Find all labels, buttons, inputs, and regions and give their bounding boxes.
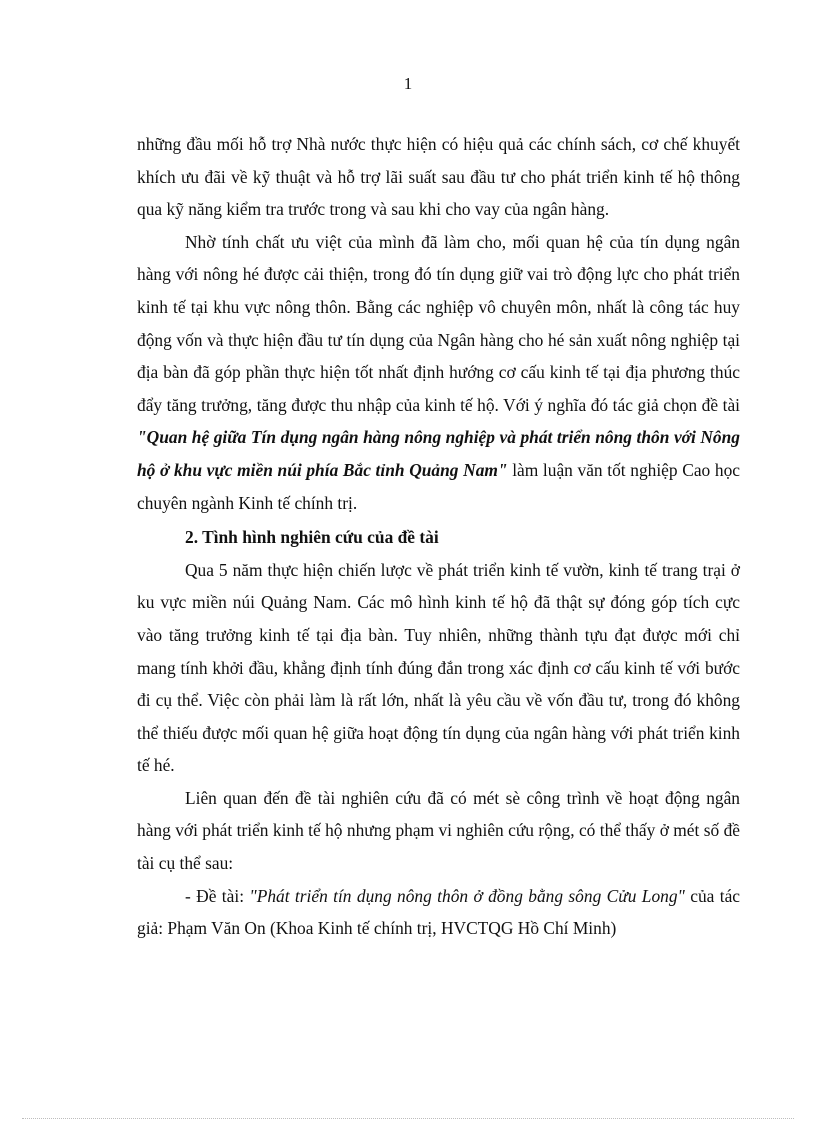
paragraph-text: Nhờ tính chất ưu việt của mình đã làm cho, mối quan hệ của tín dụng ngân hàng với nông hé được cải thiện, trong đó tín dụng giữ vai trò động lực cho phát triển kinh tế tại khu vực nông thôn. Bằng các nghiệp vô chuyên môn, nhất là công tác huy động vốn và thực hiện đầu tư tín dụng của Ngân hàng cho hé sản xuất nông nghiệp tại địa bàn đã góp phần thực hiện tốt nhất định hướng cơ cấu kinh tế tại địa phương thúc đẩy tăng trưởng, tăng được thu nhập của kinh tế hộ. Với ý nghĩa đó tác giả chọn đề tài [137,231,740,415]
reference-title: "Phát triển tín dụng nông thôn ở đồng bằng sông Cửu Long" [249,885,685,906]
reference-prefix: - Đề tài: [185,885,250,906]
paragraph-related-works: Liên quan đến đề tài nghiên cứu đã có mét sè công trình về hoạt động ngân hàng với phát triển kinh tế hộ nhưng phạm vi nghiên cứu rộng, có thể thấy ở mét số đề tài cụ thể sau: [137,787,740,874]
document-body [137,128,740,945]
paragraph-tail: làm luận văn tốt nghiệp Cao học chuyên ngành Kinh tế chính trị. [137,459,741,513]
paragraph-research-status: Qua 5 năm thực hiện chiến lược về phát triển kinh tế vườn, kinh tế trang trại ở ku vực miền núi Quảng Nam. Các mô hình kinh tế hộ đã thật sự đóng góp tích cực vào tăng trưởng kinh tế tại địa bàn. Tuy nhiên, những thành tựu đạt được mới chỉ mang tính khởi đầu, khẳng định tính đúng đắn trong xác định cơ cấu kinh tế với bước đi cụ thể. Việc còn phải làm là rất lớn, nhất là yêu cầu về vốn đầu tư, trong đó không thể thiếu được mối quan hệ giữa hoạt động tín dụng của ngân hàng với phát triển kinh tế hé. [137,559,740,776]
section-heading: 2. Tình hình nghiên cứu của đề tài [185,527,439,548]
reference-author: của tác giả: Phạm Văn On (Khoa Kinh tế chính trị, HVCTQG Hồ Chí Minh) [137,885,741,939]
reference-item [137,880,740,945]
paragraph-continuation: những đầu mối hỗ trợ Nhà nước thực hiện có hiệu quả các chính sách, cơ chế khuyết khích ưu đãi về kỹ thuật và hỗ trợ lãi suất sau đầu tư cho phát triển kinh tế hộ thông qua kỹ năng kiểm tra trước trong và sau khi cho vay của ngân hàng. [137,134,740,220]
page-bottom-divider [22,1118,794,1119]
paragraph-topic-selection [137,226,740,519]
page-number: 1 [403,74,413,93]
thesis-title: "Quan hệ giữa Tín dụng ngân hàng nông nghiệp và phát triển nông thôn với Nông hộ ở khu vực miền núi phía Bắc tỉnh Quảng Nam" [137,427,740,480]
